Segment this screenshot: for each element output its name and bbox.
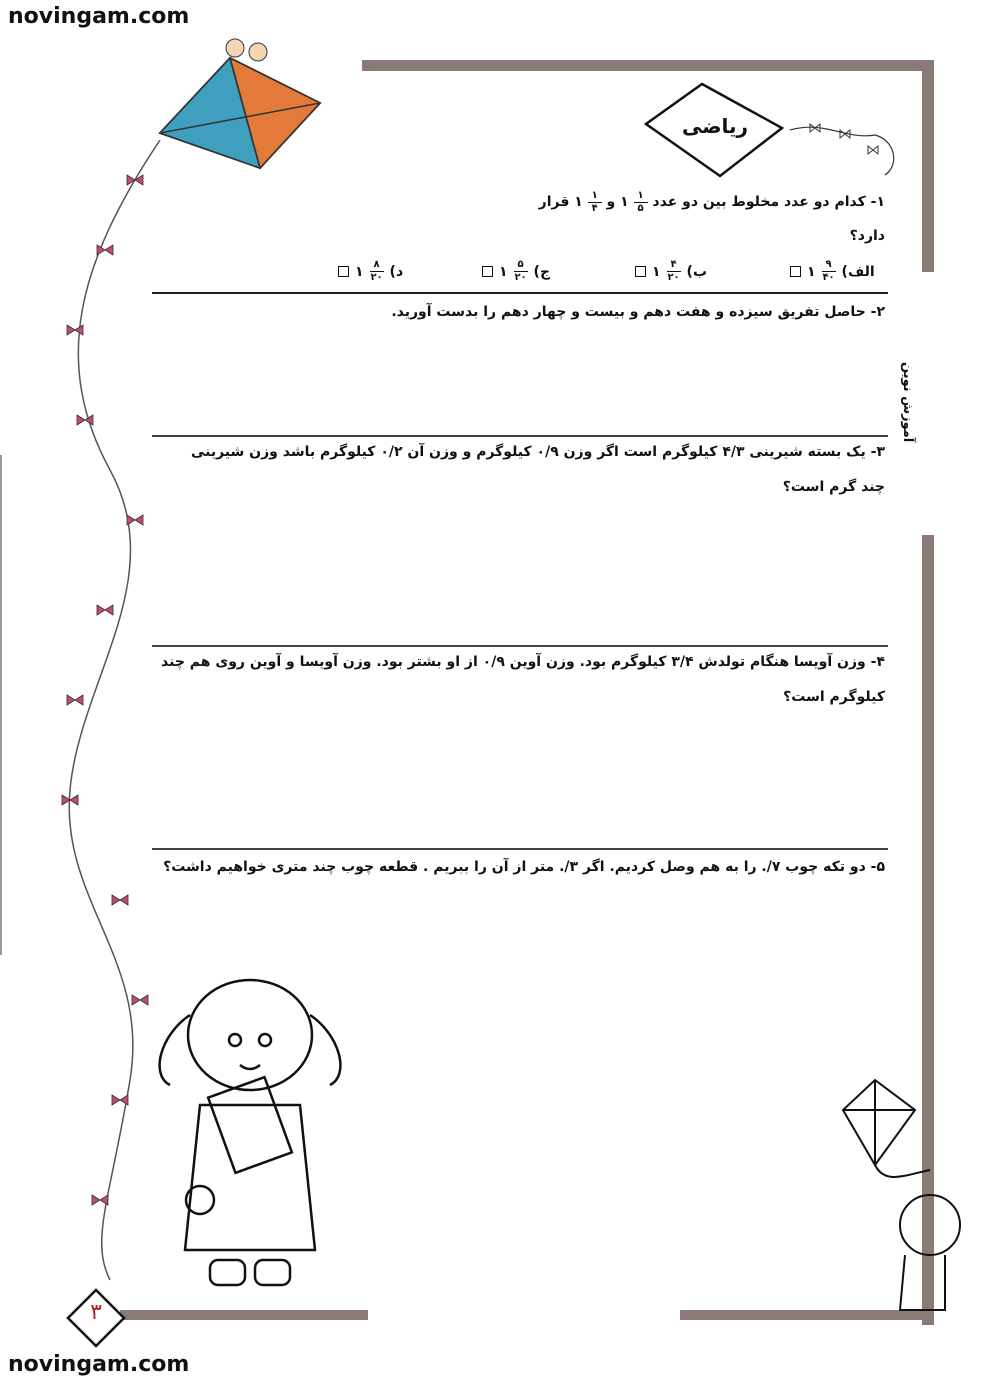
watermark-bottom: novingam.com [8,1352,190,1377]
option-fraction: $\frac{۵}{۲۰}$ [514,259,527,283]
question-5: ۵- دو تکه چوب ۷/. را به هم وصل کردیم. اگر ۳/. متر از آن را ببریم . قطعه چوب چند متری خواهیم داشت؟ [163,859,885,875]
option-checkbox[interactable] [790,266,801,277]
option-label: ب) [686,263,708,280]
option-fraction: $\frac{۹}{۴۰}$ [822,259,835,283]
option-be[interactable] [635,260,707,283]
fraction-b: $\frac{۱}{۴}$ [588,191,602,214]
question-2: ۲- حاصل تفریق سیزده و هفت دهم و بیست و چهار دهم را بدست آورید. [391,304,885,320]
question-1 [500,185,885,253]
frame-right-upper [922,60,934,272]
fraction-a: $\frac{۱}{۵}$ [634,191,648,214]
option-alef[interactable] [790,260,875,283]
child-head-2 [249,43,267,61]
side-label: آموزش نوین [900,362,915,443]
question-4-line-2: کیلوگرم است؟ [783,689,885,705]
question-3-line-2: چند گرم است؟ [782,479,885,495]
question-3-line-1: ۳- یک بسته شیرینی ۴/۳ کیلوگرم است اگر وزن ۰/۹ کیلوگرم و وزن آن ۰/۲ کیلوگرم باشد وزن شیرینی [190,444,885,460]
option-whole: ۱ [355,263,364,280]
option-fraction: $\frac{۴}{۲۰}$ [667,259,680,283]
lab-coat [185,1105,315,1250]
kite-illustration [150,28,350,178]
boy-head [900,1195,960,1255]
frame-top [362,60,934,71]
option-checkbox[interactable] [482,266,493,277]
option-whole: ۱ [499,263,508,280]
option-whole: ۱ [807,263,816,280]
whole-a: ۱ [620,194,629,210]
page-number: ۳ [90,1300,102,1325]
question-1-conj: و [606,194,616,210]
girl-scientist-illustration [140,975,360,1295]
frame-bottom-left [120,1310,368,1320]
left-edge-line [0,455,2,955]
watermark-top: novingam.com [8,4,190,29]
option-fraction: $\frac{۸}{۲۰}$ [370,259,383,283]
girl-head [188,980,312,1090]
boy-with-kite-illustration [835,1075,985,1325]
question-1-text-after: قرار دارد؟ [538,194,885,244]
clipboard [208,1077,292,1173]
title-string-decoration [785,110,905,180]
child-head-1 [226,39,244,57]
option-jim[interactable] [482,260,550,283]
subject-title: ریاضی [681,114,749,138]
whole-b: ۱ [574,194,583,210]
option-label: ج) [533,263,551,280]
mixed-number-b [569,189,601,214]
option-label: الف) [841,263,875,280]
mixed-number-a [615,189,647,214]
question-1-text-before: ۱- کدام دو عدد مخلوط بین دو عدد [652,194,885,210]
option-checkbox[interactable] [338,266,349,277]
option-whole: ۱ [652,263,661,280]
option-checkbox[interactable] [635,266,646,277]
question-4-line-1: ۴- وزن آویسا هنگام تولدش ۳/۴ کیلوگرم بود. وزن آوین ۰/۹ از او بشتر بود. وزن آویسا و آوین روی هم چند [161,654,885,670]
option-label: د) [389,263,404,280]
small-kite [843,1080,915,1165]
option-dal[interactable] [338,260,403,283]
divider-1 [152,292,888,294]
